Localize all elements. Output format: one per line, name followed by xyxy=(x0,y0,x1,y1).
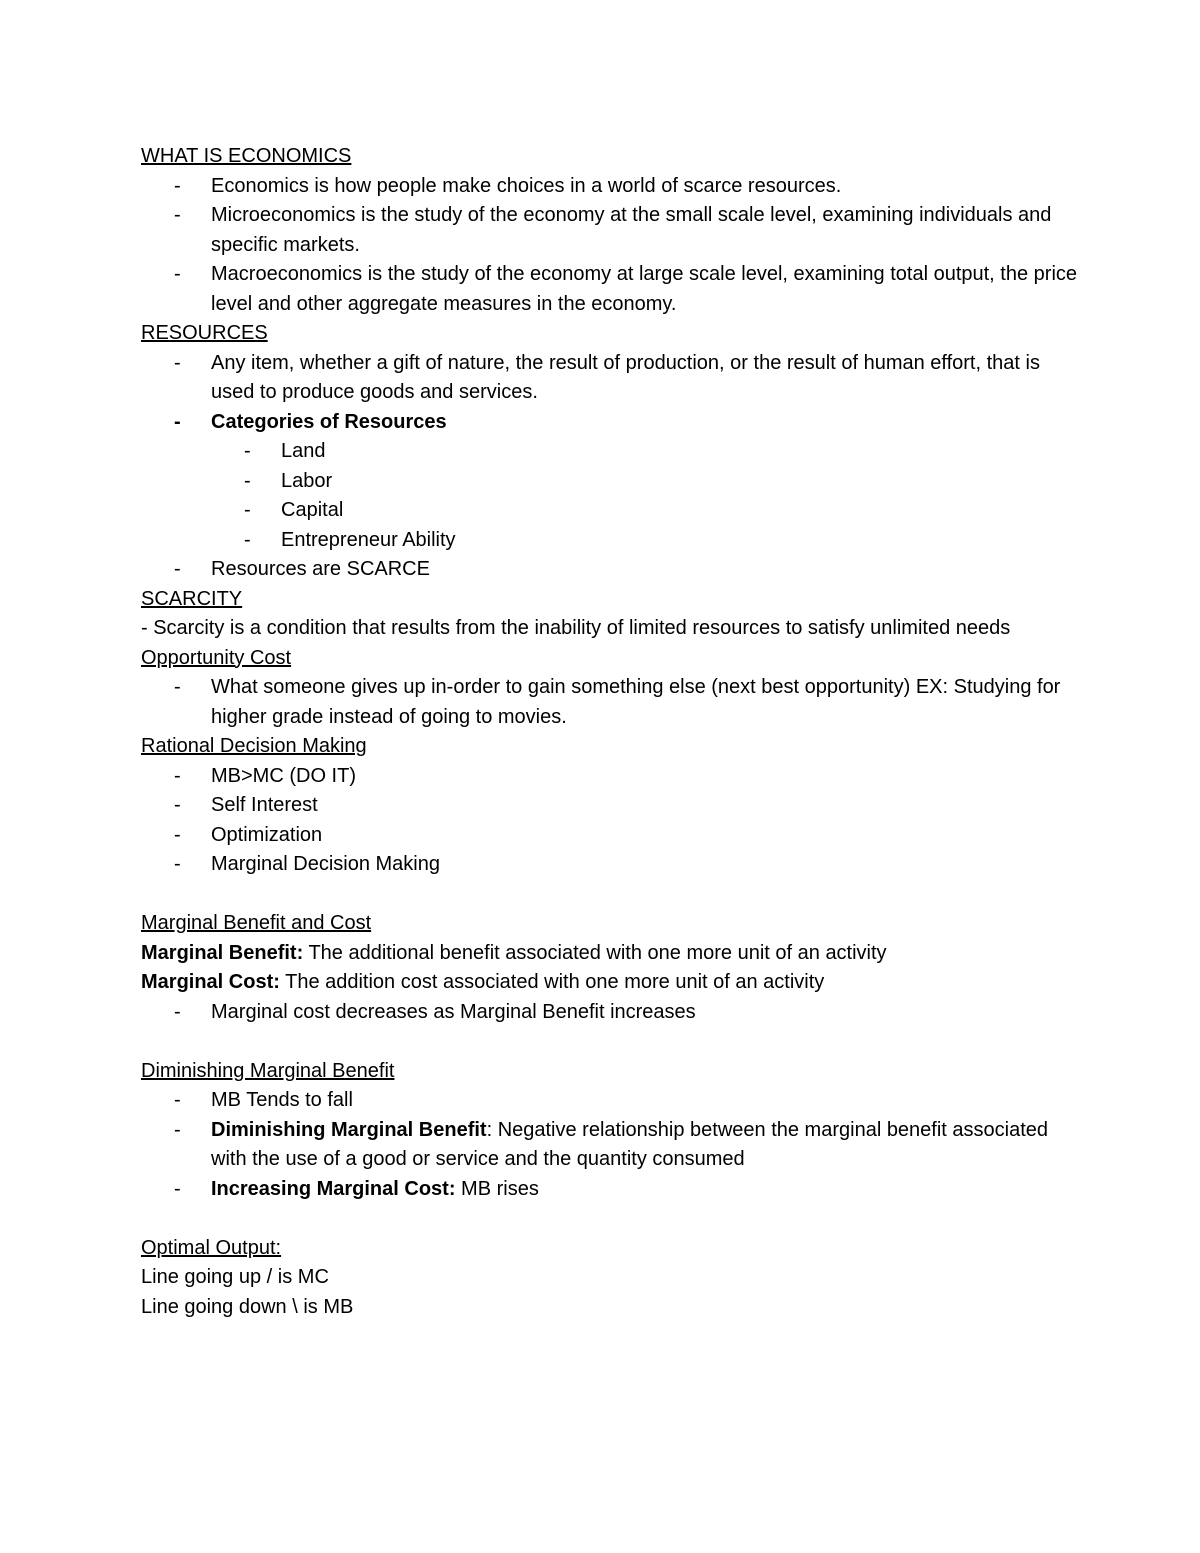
section-heading-rational-decision: Rational Decision Making xyxy=(141,735,367,757)
sub-list-item-text: Land xyxy=(281,440,326,462)
section-heading-opportunity-cost: Opportunity Cost xyxy=(141,646,292,669)
optimal-output-line: Line going down \ is MB xyxy=(141,1295,354,1318)
section-heading-optimal-output: Optimal Output: xyxy=(141,1236,282,1259)
bullet-dash: - xyxy=(244,528,251,551)
term-label: Marginal Benefit: xyxy=(141,941,304,964)
bullet-dash: - xyxy=(174,1000,181,1023)
list-item-text: Marginal cost decreases as Marginal Benefit increases xyxy=(211,1000,696,1023)
sub-list-item xyxy=(141,526,1081,556)
list-item-text: Optimization xyxy=(211,823,323,846)
bullet-dash: - xyxy=(244,469,251,492)
list-item xyxy=(141,349,1081,408)
term-label: Diminishing Marginal Benefit xyxy=(211,1118,487,1141)
sub-list-item-text: Capital xyxy=(281,499,344,521)
list-item xyxy=(141,1086,1081,1116)
marginal-benefit-definition xyxy=(141,939,1081,969)
marginal-cost-definition xyxy=(141,968,1081,998)
list-item xyxy=(141,762,1081,792)
term-label: Increasing Marginal Cost: xyxy=(211,1177,456,1200)
section-heading-diminishing-marginal-benefit: Diminishing Marginal Benefit xyxy=(141,1059,395,1082)
bullet-dash: - xyxy=(174,676,181,698)
sub-list-item-text: Entrepreneur Ability xyxy=(281,528,456,551)
bullet-dash: - xyxy=(174,764,181,787)
bullet-dash: - xyxy=(174,351,181,374)
section-heading-economics: WHAT IS ECONOMICS xyxy=(141,145,352,167)
term-definition: MB rises xyxy=(455,1177,539,1200)
term-label: Marginal Cost: xyxy=(141,971,280,993)
scarcity-text: - Scarcity is a condition that results from the inability of limited resources to satisfy unlimited needs xyxy=(141,617,1011,639)
bullet-dash: - xyxy=(174,1118,181,1141)
list-item xyxy=(141,172,1081,202)
list-item-text: Resources are SCARCE xyxy=(211,558,430,580)
bullet-dash: - xyxy=(244,440,251,462)
blank-line xyxy=(141,880,1081,910)
list-item xyxy=(141,850,1081,880)
section-heading-marginal-benefit-cost: Marginal Benefit and Cost xyxy=(141,912,372,934)
list-item-text xyxy=(211,1175,1081,1205)
optimal-output-line: Line going up / is MC xyxy=(141,1266,329,1288)
list-item xyxy=(141,201,1081,260)
sub-list-item-text: Labor xyxy=(281,469,333,492)
bullet-dash: - xyxy=(174,263,181,285)
list-item-text: Self Interest xyxy=(211,794,318,816)
sub-list-item xyxy=(141,437,1081,467)
list-item-text: Macroeconomics is the study of the economy at large scale level, examining total output, the price level and other aggregate measures in the economy. xyxy=(211,263,1078,315)
list-item-text: Any item, whether a gift of nature, the result of production, or the result of human effort, that is used to produce goods and services. xyxy=(211,351,1040,403)
list-item xyxy=(141,1175,1081,1205)
document-page xyxy=(141,142,1081,1322)
section-heading-resources: RESOURCES xyxy=(141,322,268,344)
list-item-text: What someone gives up in-order to gain something else (next best opportunity) EX: Studying for higher grade instead of going to movies. xyxy=(211,676,1061,728)
term-definition: The addition cost associated with one more unit of an activity xyxy=(279,971,825,993)
list-item xyxy=(141,260,1081,319)
list-item xyxy=(141,821,1081,851)
sub-list-item xyxy=(141,467,1081,497)
list-item-text: Microeconomics is the study of the economy at the small scale level, examining individuals and specific markets. xyxy=(211,204,1052,256)
list-item xyxy=(141,673,1081,732)
bullet-dash: - xyxy=(174,410,181,433)
bullet-dash: - xyxy=(174,1177,181,1200)
bullet-dash: - xyxy=(174,558,181,580)
term-definition: : Negative relationship between the marginal benefit associated with the use of a good or service and the quantity consumed xyxy=(211,1118,1049,1170)
bullet-dash: - xyxy=(174,823,181,846)
blank-line xyxy=(141,1204,1081,1234)
bullet-dash: - xyxy=(174,204,181,226)
list-item-categories xyxy=(141,408,1081,438)
list-item xyxy=(141,1116,1081,1175)
term-definition: The additional benefit associated with one more unit of an activity xyxy=(303,941,887,964)
bullet-dash: - xyxy=(174,1089,181,1111)
bullet-dash: - xyxy=(174,794,181,816)
list-item-text: MB>MC (DO IT) xyxy=(211,764,356,787)
bullet-dash: - xyxy=(244,499,251,521)
section-heading-scarcity: SCARCITY xyxy=(141,587,243,610)
list-item xyxy=(141,791,1081,821)
bullet-dash: - xyxy=(174,853,181,875)
list-item-text xyxy=(211,1116,1081,1175)
list-item xyxy=(141,998,1081,1028)
list-item xyxy=(141,555,1081,585)
categories-label: Categories of Resources xyxy=(211,410,447,433)
blank-line xyxy=(141,1027,1081,1057)
bullet-dash: - xyxy=(174,174,181,197)
list-item-text: Marginal Decision Making xyxy=(211,853,440,875)
list-item-text: Economics is how people make choices in a world of scarce resources. xyxy=(211,174,842,197)
list-item-text: MB Tends to fall xyxy=(211,1089,353,1111)
sub-list-item xyxy=(141,496,1081,526)
